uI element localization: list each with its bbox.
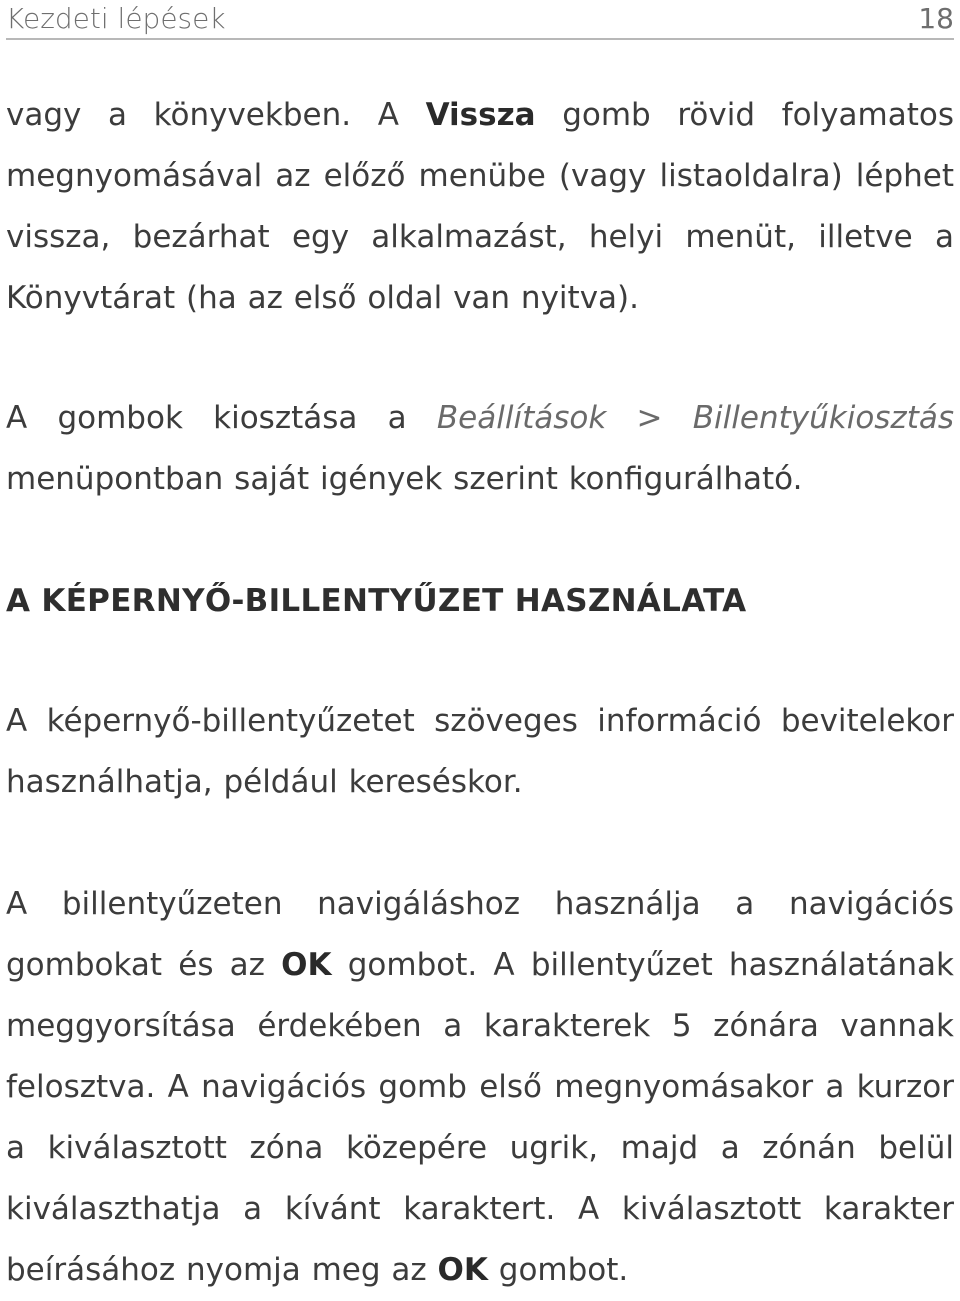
section-heading: A KÉPERNYŐ-BILLENTYŰZET HASZNÁLATA [6,583,747,619]
paragraph-onscreen-keyboard [6,691,954,813]
text-run: A képernyő-billentyűzetet szöveges információ bevitelekor használhatja, például kereséskor. [6,703,954,800]
text-run: gombot. A billentyűzet használatának meggyorsítása érdekében a karakterek 5 zónára vannak felosztva. A navigációs gomb első megnyomásakor a kurzor a kiválasztott zóna közepére ugrik, majd a zónán belül kiválaszthatja a kívánt karaktert. A kiválasztott karakter beírásához nyomja meg az [6,947,954,1288]
page-number: 18 [918,2,954,35]
menu-path-separator: > [606,400,693,436]
text-run: gombot. [487,1252,629,1288]
bold-term-ok: OK [437,1252,488,1288]
text-run: menüpontban saját igények szerint konfigurálható. [6,461,803,497]
paragraph-key-mapping [6,388,954,510]
section-title: Kezdeti lépések [6,2,226,35]
bold-term-ok: OK [281,947,332,983]
text-run: A billentyűzeten navigáláshoz használja a navigációs gombokat és az [6,886,954,983]
menu-path-key-mapping: Billentyűkiosztás [692,400,955,436]
text-run: gomb rövid folyamatos megnyomásával az előző menübe (vagy listaoldalra) léphet vissza, bezárhat egy alkalmazást, helyi menüt, illetve a Könyvtárat (ha az első oldal van nyitva). [6,97,954,316]
text-run: A gombok kiosztása a [6,400,437,436]
page-content [6,85,954,1301]
paragraph-keyboard-navigation [6,874,954,1301]
bold-term-vissza: Vissza [425,97,536,133]
paragraph-back-button [6,85,954,329]
menu-path-settings: Beállítások [436,400,607,436]
text-run: vagy a könyvekben. A [6,97,426,133]
page-header [6,0,954,40]
